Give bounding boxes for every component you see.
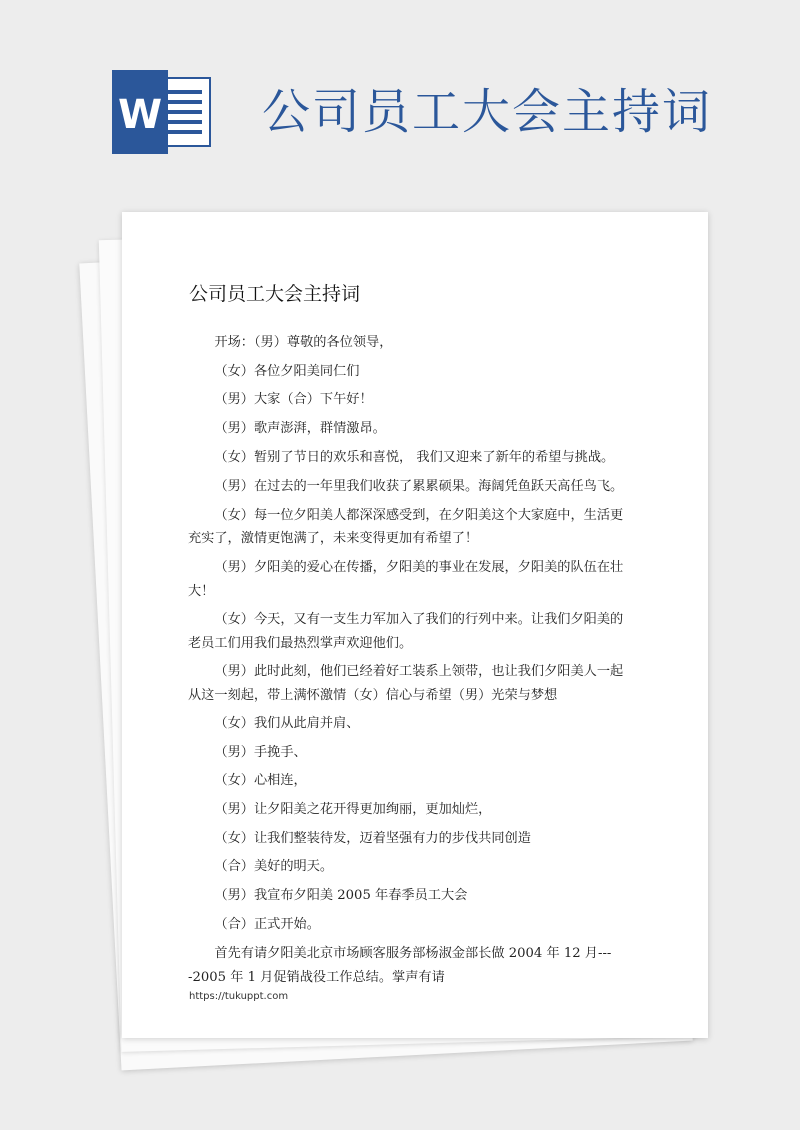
paragraph: （女）心相连， — [214, 773, 307, 789]
document-title: 公司员工大会主持词 — [189, 283, 361, 305]
paragraph: （女）各位夕阳美同仁们 — [214, 363, 360, 379]
banner-title: 公司员工大会主持词 — [262, 84, 713, 140]
document-body — [188, 329, 632, 992]
paragraph: （男）手挽手、 — [214, 744, 307, 760]
paragraph: （女）今天，又有一支生力军加入了我们的行列中来。让我们夕阳美的老员工们用我们最热烈掌声欢迎他们。 — [188, 612, 624, 651]
paragraph: （男）在过去的一年里我们收获了累累硕果。海阔凭鱼跃天高任鸟飞。 — [214, 478, 624, 494]
paragraph: 首先有请夕阳美北京市场顾客服务部杨淑金部长做 2004 年 12 月----2005 年 1 月促销战役工作总结。掌声有请 — [188, 946, 612, 985]
document-page — [122, 212, 708, 1038]
paragraph: （女）每一位夕阳美人都深深感受到，在夕阳美这个大家庭中，生活更充实了，激情更饱满了，未来变得更加有希望了！ — [188, 507, 624, 547]
paragraph: （男）大家（合）下午好！ — [214, 392, 373, 408]
word-document-icon — [112, 70, 216, 154]
footer-url: https://tukuppt.com — [189, 991, 289, 1002]
paragraph: （合）正式开始。 — [214, 916, 320, 932]
paragraph: （女）我们从此肩并肩、 — [214, 715, 360, 731]
paragraph: （男）夕阳美的爱心在传播，夕阳美的事业在发展，夕阳美的队伍在壮大！ — [188, 560, 624, 599]
paragraph: （男）我宣布夕阳美 2005 年春季员工大会 — [214, 888, 468, 904]
paragraph: （女）让我们整装待发，迈着坚强有力的步伐共同创造 — [214, 830, 531, 846]
paragraph: （男）此时此刻，他们已经着好工装系上领带，也让我们夕阳美人一起从这一刻起，带上满怀激情（女）信心与希望（男）光荣与梦想 — [188, 664, 624, 703]
word-icon-letter: W — [117, 92, 163, 138]
paragraph: 开场：（男）尊敬的各位领导， — [214, 335, 393, 350]
paragraph: （男）让夕阳美之花开得更加绚丽，更加灿烂， — [214, 802, 492, 818]
paragraph: （女）暂别了节日的欢乐和喜悦， 我们又迎来了新年的希望与挑战。 — [214, 449, 615, 465]
paragraph: （合）美好的明天。 — [214, 859, 334, 875]
paragraph: （男）歌声澎湃，群情激昂。 — [214, 421, 386, 437]
